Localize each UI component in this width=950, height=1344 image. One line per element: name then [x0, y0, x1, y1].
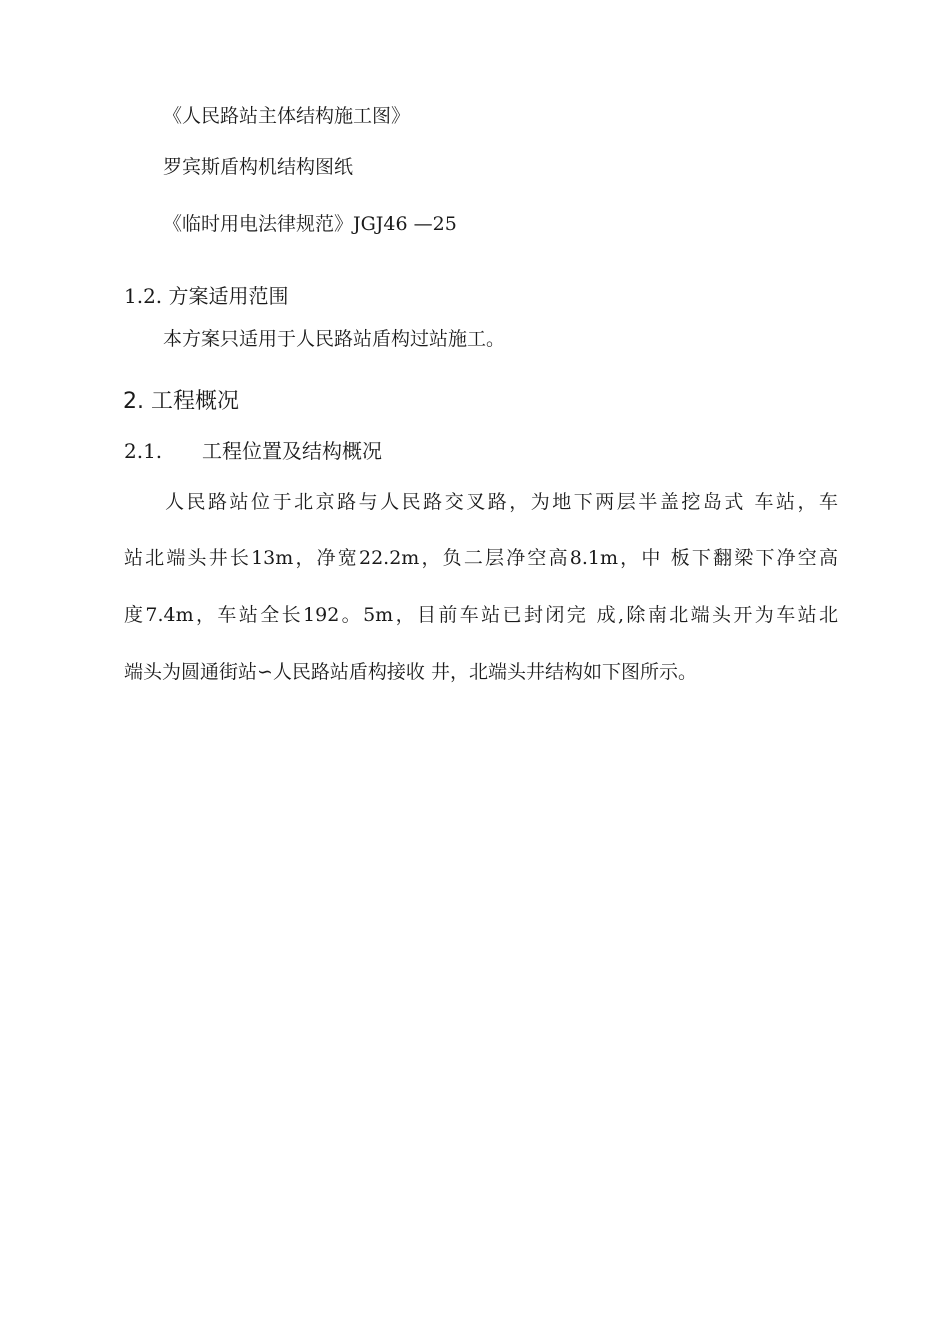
section-number: 2.1. [124, 439, 163, 463]
section-title: 方案适用范围 [168, 284, 289, 308]
paragraph-line: 人民路站位于北京路与人民路交叉路，为地下两层半盖挖岛式 车站，车 [165, 491, 838, 513]
chapter-heading-2 [123, 388, 239, 416]
reference-item: 《临时用电法律规范》JGJ46 —25 [163, 213, 457, 235]
section-number: 1.2. [124, 284, 163, 308]
section-body-text: 本方案只适用于人民路站盾构过站施工。 [163, 328, 506, 350]
section-heading-2-1 [124, 438, 382, 464]
paragraph-line: 站北端头井长13m，净宽22.2m，负二层净空高8.1m，中 板下翻梁下净空高 [124, 547, 838, 569]
chapter-title: 工程概况 [151, 389, 240, 414]
section-heading-1-2 [124, 283, 289, 309]
paragraph-line: 端头为圆通街站∽人民路站盾构接收 井，北端头井结构如下图所示。 [124, 661, 697, 683]
reference-item: 《人民路站主体结构施工图》 [163, 105, 411, 127]
section-title: 工程位置及结构概况 [202, 439, 382, 463]
paragraph-line: 度7.4m，车站全长192。5m，目前车站已封闭完 成,除南北端头开为车站北 [124, 604, 838, 626]
reference-item: 罗宾斯盾构机结构图纸 [163, 156, 354, 178]
chapter-number: 2. [123, 389, 144, 414]
